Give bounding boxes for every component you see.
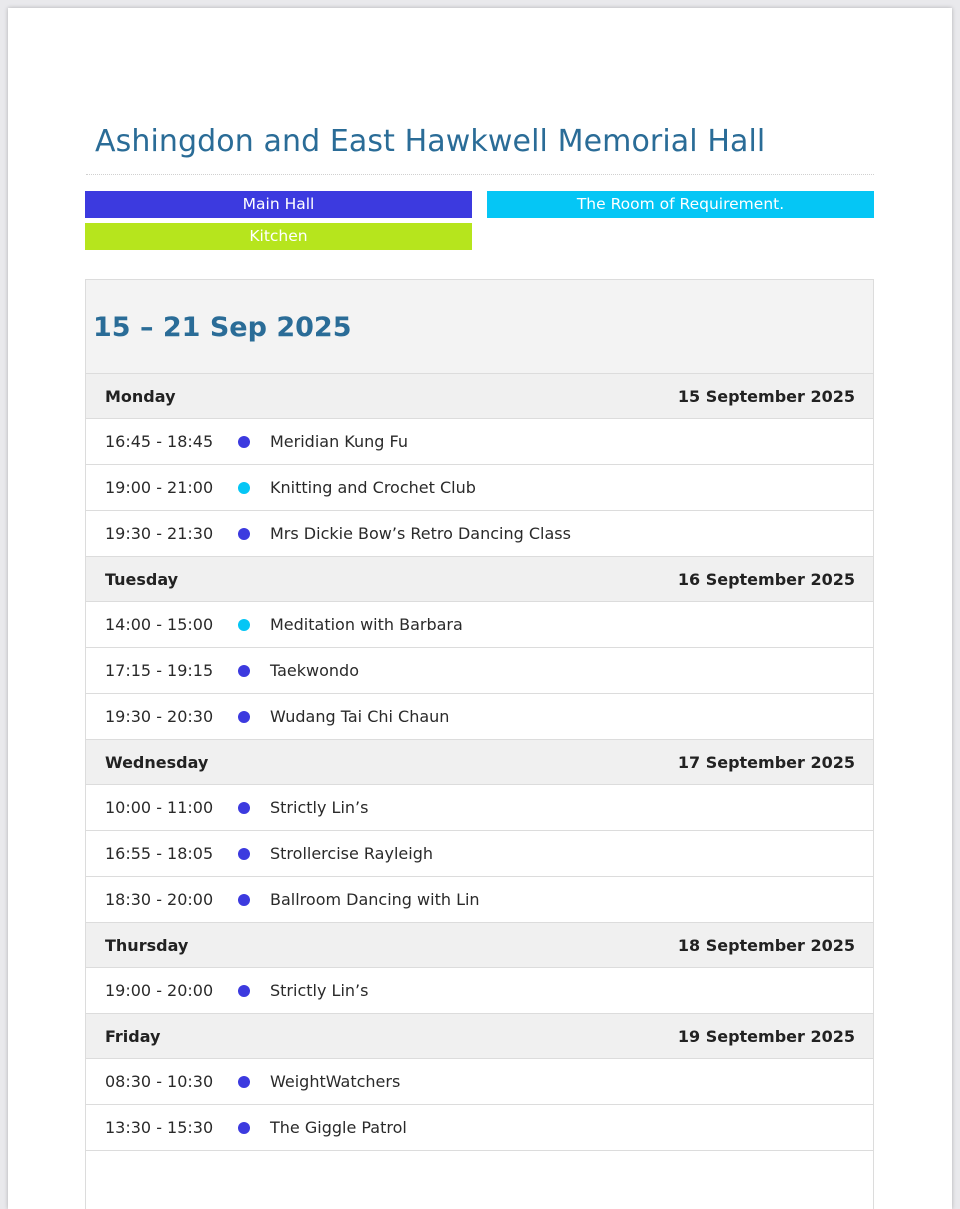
event-row[interactable] <box>86 1105 873 1151</box>
room-dot-icon <box>238 985 250 997</box>
event-row[interactable] <box>86 511 873 557</box>
event-title: The Giggle Patrol <box>270 1118 407 1137</box>
day-name: Monday <box>105 386 176 406</box>
calendar-days <box>86 373 873 1151</box>
event-time: 18:30 - 20:00 <box>105 890 214 909</box>
day-header <box>86 556 873 602</box>
day-header <box>86 922 873 968</box>
event-row[interactable] <box>86 694 873 740</box>
page-card <box>8 8 952 1209</box>
event-time: 14:00 - 15:00 <box>105 615 214 634</box>
day-date: 18 September 2025 <box>677 935 855 955</box>
day-date: 19 September 2025 <box>677 1026 855 1046</box>
calendar-header <box>86 280 873 374</box>
event-time: 10:00 - 11:00 <box>105 798 214 817</box>
event-row[interactable] <box>86 831 873 877</box>
event-title: Mrs Dickie Bow’s Retro Dancing Class <box>270 524 571 543</box>
event-time: 08:30 - 10:30 <box>105 1072 214 1091</box>
day-header <box>86 1013 873 1059</box>
event-title: WeightWatchers <box>270 1072 401 1091</box>
room-dot-icon <box>238 665 250 677</box>
event-row[interactable] <box>86 465 873 511</box>
event-time: 13:30 - 15:30 <box>105 1118 214 1137</box>
event-time: 19:30 - 20:30 <box>105 707 214 726</box>
event-time: 17:15 - 19:15 <box>105 661 214 680</box>
room-dot-icon <box>238 528 250 540</box>
room-dot-icon <box>238 711 250 723</box>
room-dot-icon <box>238 848 250 860</box>
legend-main-hall[interactable]: Main Hall <box>85 191 472 218</box>
day-name: Wednesday <box>105 752 209 772</box>
event-time: 19:00 - 21:00 <box>105 478 214 497</box>
event-title: Strictly Lin’s <box>270 981 369 1000</box>
event-row[interactable] <box>86 877 873 923</box>
room-dot-icon <box>238 1076 250 1088</box>
day-date: 17 September 2025 <box>677 752 855 772</box>
event-row[interactable] <box>86 968 873 1014</box>
event-title: Wudang Tai Chi Chaun <box>270 707 450 726</box>
room-dot-icon <box>238 802 250 814</box>
event-time: 19:00 - 20:00 <box>105 981 214 1000</box>
event-time: 16:55 - 18:05 <box>105 844 214 863</box>
legend-room-of-requirement[interactable]: The Room of Requirement. <box>487 191 874 218</box>
event-row[interactable] <box>86 602 873 648</box>
title-divider <box>86 174 874 175</box>
day-date: 15 September 2025 <box>677 386 855 406</box>
room-dot-icon <box>238 1122 250 1134</box>
room-dot-icon <box>238 436 250 448</box>
event-time: 19:30 - 21:30 <box>105 524 214 543</box>
event-time: 16:45 - 18:45 <box>105 432 214 451</box>
event-title: Meridian Kung Fu <box>270 432 408 451</box>
page-title: Ashingdon and East Hawkwell Memorial Hall <box>95 124 766 159</box>
room-dot-icon <box>238 619 250 631</box>
event-row[interactable] <box>86 785 873 831</box>
day-header <box>86 373 873 419</box>
week-range: 15 – 21 Sep 2025 <box>93 312 352 343</box>
event-title: Strollercise Rayleigh <box>270 844 433 863</box>
event-title: Taekwondo <box>270 661 359 680</box>
event-title: Strictly Lin’s <box>270 798 369 817</box>
day-date: 16 September 2025 <box>677 569 855 589</box>
calendar <box>85 279 874 1209</box>
day-name: Thursday <box>105 935 189 955</box>
room-dot-icon <box>238 482 250 494</box>
event-title: Ballroom Dancing with Lin <box>270 890 480 909</box>
legend-kitchen[interactable]: Kitchen <box>85 223 472 250</box>
event-row[interactable] <box>86 419 873 465</box>
event-row[interactable] <box>86 1059 873 1105</box>
day-name: Friday <box>105 1026 161 1046</box>
event-title: Meditation with Barbara <box>270 615 463 634</box>
day-header <box>86 739 873 785</box>
event-row[interactable] <box>86 648 873 694</box>
room-dot-icon <box>238 894 250 906</box>
event-title: Knitting and Crochet Club <box>270 478 476 497</box>
day-name: Tuesday <box>105 569 179 589</box>
